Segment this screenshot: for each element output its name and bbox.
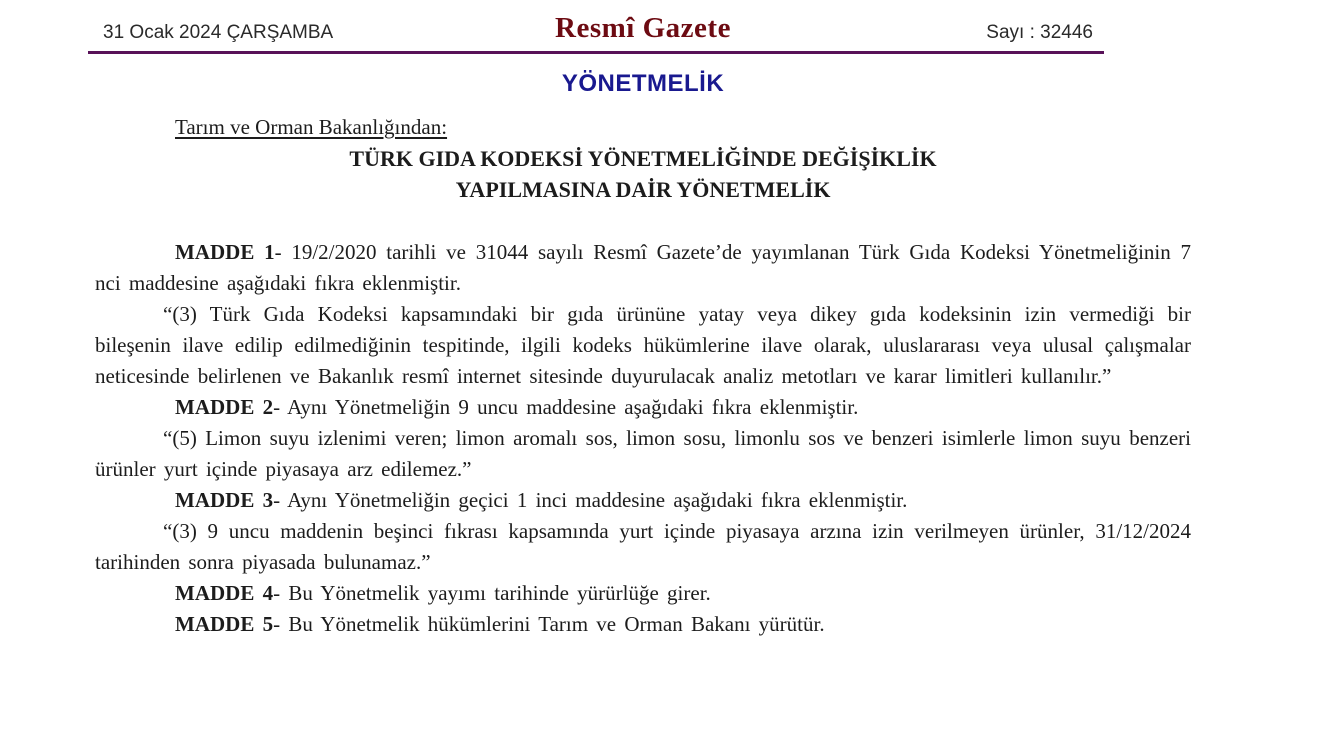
gazette-date: 31 Ocak 2024 ÇARŞAMBA: [103, 22, 334, 43]
issuing-authority: Tarım ve Orman Bakanlığından:: [175, 115, 448, 139]
body-paragraph-quoted-clause-3: [95, 299, 1191, 392]
paragraph-text: - Bu Yönetmelik yayımı tarihinde yürürlüğe girer.: [273, 581, 711, 605]
article-label: MADDE 3: [175, 488, 274, 512]
body-paragraph-quoted-clause-3b: [95, 516, 1191, 578]
masthead-divider: [88, 51, 1104, 54]
paragraph-text: - Aynı Yönetmeliğin geçici 1 inci maddesine aşağıdaki fıkra eklenmiştir.: [273, 488, 908, 512]
regulation-title-line-1: TÜRK GIDA KODEKSİ YÖNETMELİĞİNDE DEĞİŞİKLİK: [349, 146, 937, 171]
body-paragraph-madde-3: [95, 485, 1191, 516]
paragraph-text: - Aynı Yönetmeliğin 9 uncu maddesine aşağıdaki fıkra eklenmiştir.: [273, 395, 859, 419]
document-body: [95, 112, 1191, 640]
article-label: MADDE 4: [175, 581, 274, 605]
body-paragraph-quoted-clause-5: [95, 423, 1191, 485]
section-heading: YÖNETMELİK: [561, 70, 725, 97]
regulation-title-line-2: YAPILMASINA DAİR YÖNETMELİK: [455, 177, 831, 202]
body-paragraph-madde-2: [95, 392, 1191, 423]
paragraph-text: - 19/2/2020 tarihli ve 31044 sayılı Resmî Gazete’de yayımlanan Türk Gıda Kodeksi Yönetmeliğinin 7 nci maddesine aşağıdaki fıkra eklenmiştir.: [95, 240, 1191, 295]
article-label: MADDE 2: [175, 395, 274, 419]
paragraph-text: “(3) Türk Gıda Kodeksi kapsamındaki bir gıda ürününe yatay veya dikey gıda kodeksinin izin vermediği bir bileşenin ilave edilip edilmediğinin tespitinde, ilgili kodeks hükümlerine ilave olarak, uluslararası veya ulusal çalışmalar neticesinde belirlenen ve Bakanlık resmî internet sitesinde duyurulacak analiz metotları ve karar limitleri kullanılır.”: [95, 302, 1191, 388]
article-label: MADDE 5: [175, 612, 274, 636]
body-paragraph-madde-4: [95, 578, 1191, 609]
paragraph-text: “(5) Limon suyu izlenimi veren; limon aromalı sos, limon sosu, limonlu sos ve benzeri isimlerle limon suyu benzeri ürünler yurt içinde piyasaya arz edilemez.”: [95, 426, 1191, 481]
body-paragraph-madde-5: [95, 609, 1191, 640]
body-paragraph-madde-1: [95, 237, 1191, 299]
gazette-issue-number: Sayı : 32446: [986, 22, 1093, 43]
paragraph-text: - Bu Yönetmelik hükümlerini Tarım ve Orman Bakanı yürütür.: [273, 612, 825, 636]
paragraph-text: “(3) 9 uncu maddenin beşinci fıkrası kapsamında yurt içinde piyasaya arzına izin verilmeyen ürünler, 31/12/2024 tarihinden sonra piyasada bulunamaz.”: [95, 519, 1191, 574]
article-label: MADDE 1: [175, 240, 275, 264]
gazette-title: Resmî Gazete: [555, 12, 731, 44]
